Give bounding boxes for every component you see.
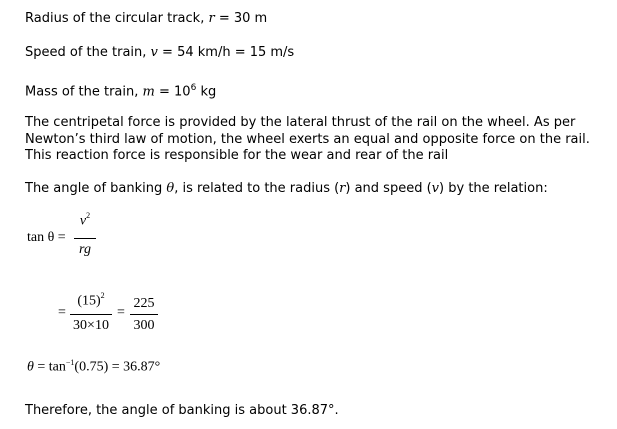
eq3-inverse: −1 bbox=[65, 358, 75, 367]
relation-text-2: , is related to the radius ( bbox=[174, 181, 340, 196]
eq2-numerator-2: 225 bbox=[133, 296, 155, 311]
mass-unit: kg bbox=[196, 84, 217, 100]
eq1-numerator bbox=[74, 212, 96, 230]
eq2-num-exp: 2 bbox=[100, 291, 105, 300]
eq3-tan: = tan bbox=[33, 359, 66, 375]
eq2-fraction-bar-2 bbox=[130, 314, 158, 315]
relation-line bbox=[25, 181, 548, 197]
relation-text-4: ) by the relation: bbox=[439, 181, 548, 196]
eq2-fraction-bar bbox=[70, 314, 112, 315]
eq2-equals-2: = bbox=[117, 305, 125, 320]
radius-label: Radius of the circular track, bbox=[25, 11, 205, 26]
mass-var: m bbox=[142, 84, 155, 100]
speed-value: = 54 km/h = 15 m/s bbox=[162, 45, 295, 60]
conclusion-line: Therefore, the angle of banking is about 36.87°. bbox=[25, 403, 339, 418]
centripetal-paragraph: The centripetal force is provided by the lateral thrust of the rail on the wheel. As per Newton’s third law of motion, the wheel exerts an equal and opposite force on the rail. This reaction force is responsible for the wear and rear of the rail bbox=[25, 115, 590, 163]
mass-value: = 10 bbox=[159, 84, 191, 100]
eq1-denominator: rg bbox=[79, 242, 91, 257]
relation-theta: θ bbox=[166, 181, 175, 196]
eq2-numerator bbox=[70, 292, 112, 310]
mass-exponent: 6 bbox=[190, 83, 197, 93]
relation-r: r bbox=[339, 181, 346, 196]
relation-text-3: ) and speed ( bbox=[345, 181, 432, 196]
eq1-num-exp: 2 bbox=[86, 211, 91, 220]
eq1-fraction-bar bbox=[74, 238, 96, 239]
eq1-lhs: tan θ = bbox=[27, 230, 66, 245]
eq3-result bbox=[27, 358, 160, 376]
eq2-denominator-2: 300 bbox=[133, 318, 155, 333]
mass-label: Mass of the train, bbox=[25, 84, 139, 100]
relation-v: v bbox=[431, 181, 440, 196]
eq2-denominator: 30×10 bbox=[73, 318, 109, 333]
radius-line bbox=[25, 11, 267, 27]
speed-label: Speed of the train, bbox=[25, 45, 147, 60]
eq3-value: (0.75) = 36.87° bbox=[74, 359, 161, 375]
eq3-theta: θ bbox=[27, 359, 34, 375]
speed-line bbox=[25, 45, 294, 61]
speed-var: v bbox=[150, 45, 158, 60]
eq2-equals: = bbox=[58, 305, 66, 320]
eq2-num-base: (15) bbox=[77, 293, 101, 309]
relation-text-1: The angle of banking bbox=[25, 181, 163, 196]
radius-value: = 30 m bbox=[218, 11, 268, 26]
mass-line bbox=[25, 80, 216, 100]
radius-var: r bbox=[208, 11, 215, 26]
eq1-num-v: v bbox=[79, 213, 87, 229]
